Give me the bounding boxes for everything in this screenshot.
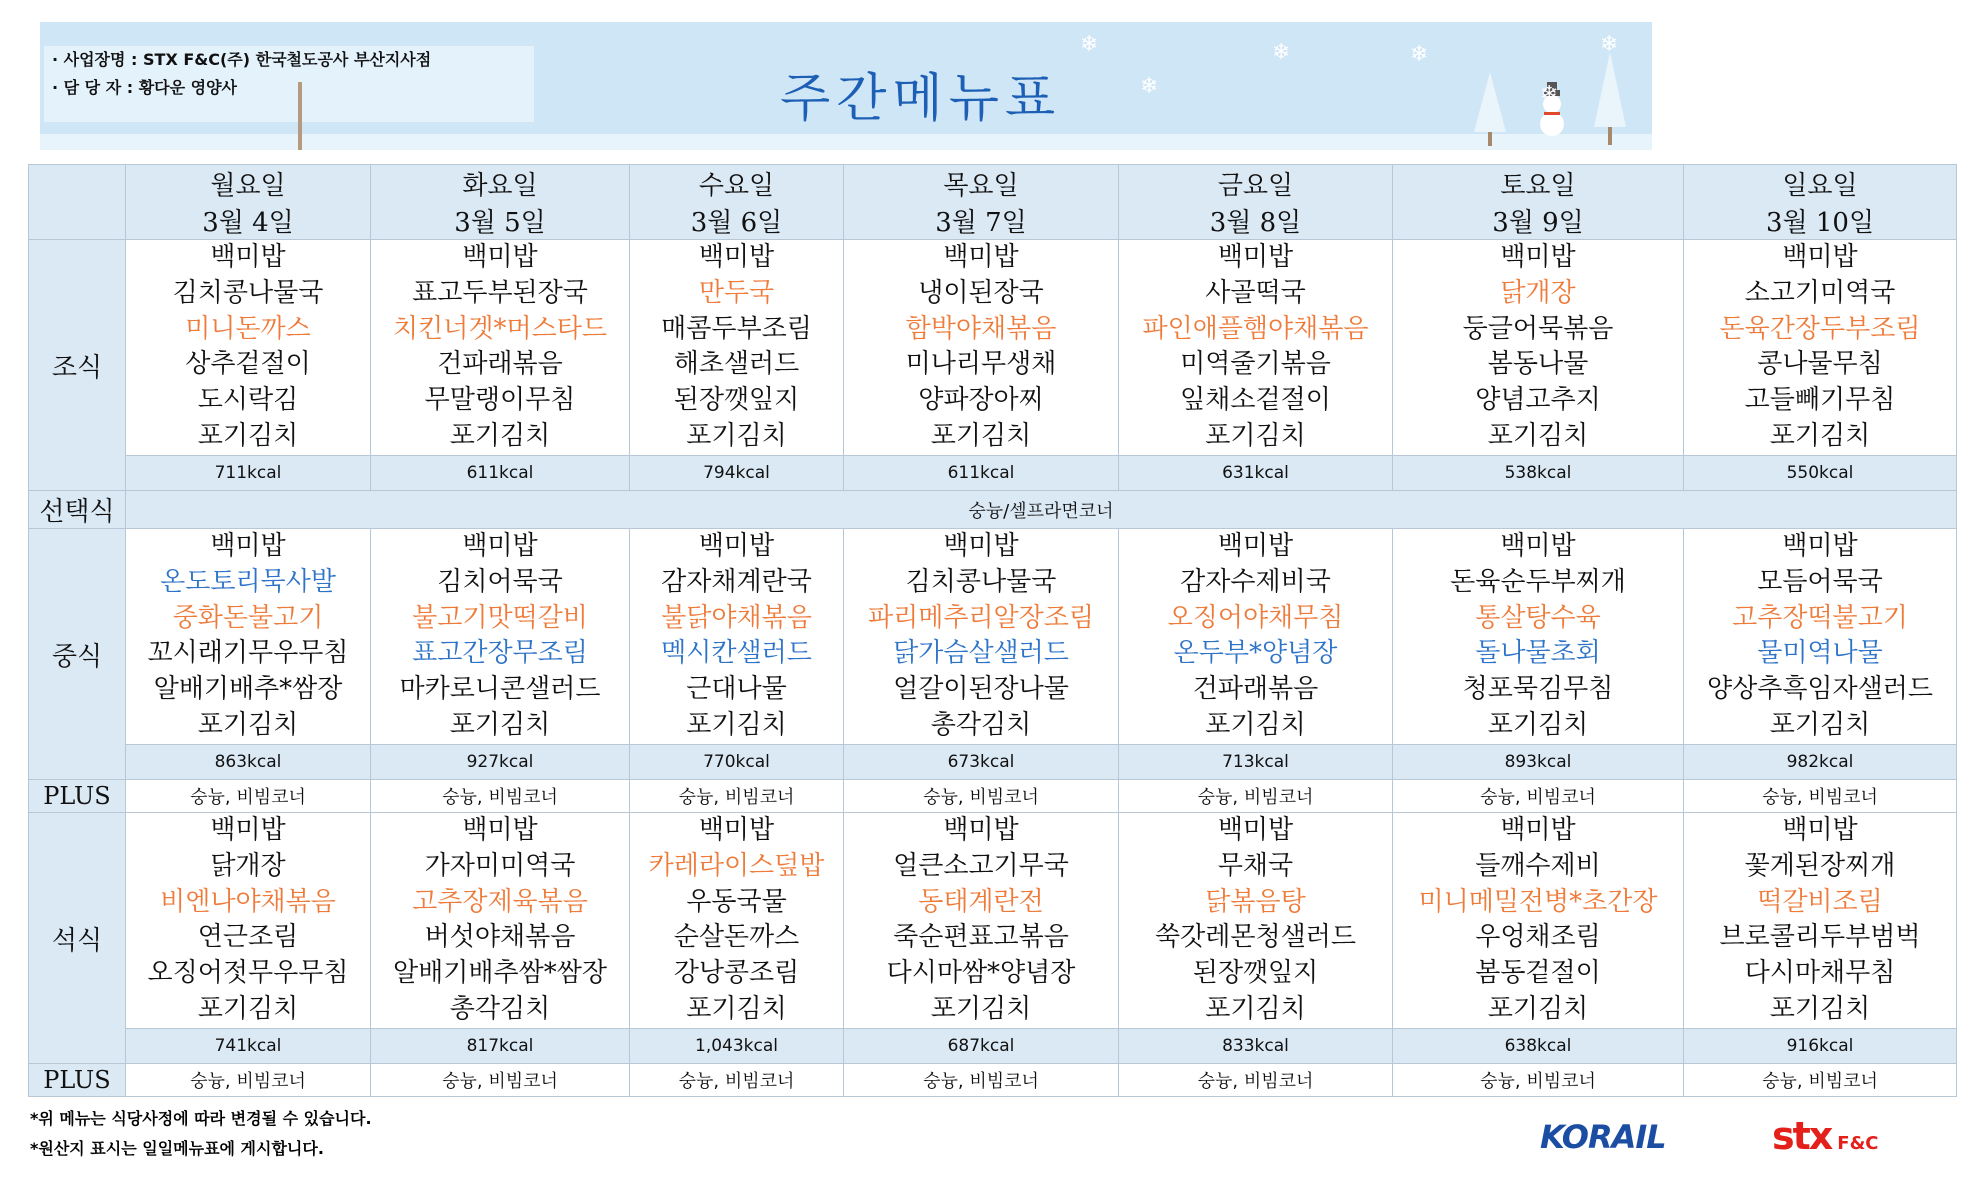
dinner-kcal-row xyxy=(29,1029,1957,1064)
menu-cell xyxy=(630,240,844,456)
menu-item: 고들빼기무침 xyxy=(1744,385,1896,416)
menu-item: 건파래볶음 xyxy=(437,349,563,380)
plus-cell: 숭늉, 비빔코너 xyxy=(1684,1064,1957,1097)
kcal-cell: 863kcal xyxy=(126,745,371,780)
menu-item: 포기김치 xyxy=(1487,420,1589,451)
menu-cell xyxy=(1119,240,1393,456)
menu-item: 파리메추리알장조림 xyxy=(867,602,1095,633)
menu-item: 강낭콩조림 xyxy=(673,958,800,989)
menu-item: 백미밥 xyxy=(462,242,538,272)
menu-item: 포기김치 xyxy=(1769,420,1871,451)
menu-item: 꼬시래기무우무침 xyxy=(147,638,349,669)
stx-logo xyxy=(1772,1114,1879,1158)
menu-item: 동태계란전 xyxy=(918,886,1044,917)
kcal-cell: 794kcal xyxy=(630,456,844,491)
menu-item: 함박야채볶음 xyxy=(905,313,1057,344)
menu-item: 돈육간장두부조림 xyxy=(1719,313,1921,344)
menu-item: 오징어젓무우무침 xyxy=(147,958,349,989)
menu-item: 치킨너겟*머스타드 xyxy=(393,313,607,344)
kcal-cell: 713kcal xyxy=(1119,745,1393,780)
menu-cell xyxy=(1684,813,1957,1029)
menu-cell xyxy=(1119,529,1393,745)
day-header: 금요일 xyxy=(1119,165,1393,203)
workplace-line: · 사업장명 : STX F&C(주) 한국철도공사 부산지사점 xyxy=(52,50,432,69)
menu-item: 얼갈이된장나물 xyxy=(893,674,1069,705)
menu-item: 표고두부된장국 xyxy=(412,277,588,308)
menu-cell xyxy=(1684,529,1957,745)
menu-item: 고추장제육볶음 xyxy=(412,886,588,917)
lunch-plus-row xyxy=(29,780,1957,813)
day-header-row xyxy=(29,165,1957,203)
day-header: 일요일 xyxy=(1684,165,1957,203)
menu-item: 백미밥 xyxy=(698,815,775,845)
menu-item: 양파장아찌 xyxy=(918,385,1044,416)
menu-item: 된장깻잎지 xyxy=(1192,958,1319,989)
menu-item: 통살탕수육 xyxy=(1475,602,1601,633)
kcal-cell: 817kcal xyxy=(371,1029,630,1064)
menu-item: 백미밥 xyxy=(943,242,1019,272)
day-header: 월요일 xyxy=(126,165,371,203)
menu-item: 알배기배추쌈*쌈장 xyxy=(393,958,607,989)
menu-item: 가자미미역국 xyxy=(424,850,576,881)
menu-item: 포기김치 xyxy=(1487,709,1589,740)
menu-item: 된장깻잎지 xyxy=(673,385,800,416)
menu-item: 닭가슴살샐러드 xyxy=(893,638,1069,669)
menu-item: 얼큰소고기무국 xyxy=(893,850,1069,881)
menu-item: 만두국 xyxy=(698,277,775,308)
plus-cell: 숭늉, 비빔코너 xyxy=(126,1064,371,1097)
stx-logo-sub: F&C xyxy=(1837,1133,1879,1154)
date-header: 3월 4일 xyxy=(126,202,371,240)
menu-item: 백미밥 xyxy=(943,815,1019,845)
kcal-cell: 916kcal xyxy=(1684,1029,1957,1064)
menu-item: 콩나물무침 xyxy=(1757,349,1883,380)
menu-item: 백미밥 xyxy=(1500,531,1576,561)
select-note: 숭늉/셀프라면코너 xyxy=(126,491,1957,529)
menu-item: 포기김치 xyxy=(686,993,787,1024)
snowflake-icon: ❄ xyxy=(1140,74,1159,99)
menu-item: 백미밥 xyxy=(1217,242,1294,272)
menu-item: 순살돈까스 xyxy=(673,922,800,953)
lunch-label: 중식 xyxy=(29,529,126,780)
menu-item: 감자수제비국 xyxy=(1180,566,1331,597)
plus-cell: 숭늉, 비빔코너 xyxy=(1119,780,1393,813)
plus-label: PLUS xyxy=(29,780,126,813)
menu-item: 건파래볶음 xyxy=(1192,674,1319,705)
menu-item: 백미밥 xyxy=(943,531,1019,561)
menu-item: 포기김치 xyxy=(1487,993,1589,1024)
menu-item: 중화돈불고기 xyxy=(172,602,324,633)
date-header-row xyxy=(29,202,1957,240)
kcal-cell: 638kcal xyxy=(1393,1029,1684,1064)
kcal-cell: 893kcal xyxy=(1393,745,1684,780)
select-row xyxy=(29,491,1957,529)
menu-item: 백미밥 xyxy=(1500,242,1576,272)
menu-item: 모듬어묵국 xyxy=(1757,566,1883,597)
corner-cell xyxy=(29,165,126,240)
footer-note: *위 메뉴는 식당사정에 따라 변경될 수 있습니다. xyxy=(30,1109,372,1128)
select-label: 선택식 xyxy=(29,491,126,529)
stx-logo-text: stx xyxy=(1772,1114,1832,1158)
date-header: 3월 5일 xyxy=(371,202,630,240)
menu-cell xyxy=(844,813,1119,1029)
menu-item: 파인애플햄야채볶음 xyxy=(1142,313,1369,344)
menu-item: 들깨수제비 xyxy=(1475,850,1601,881)
breakfast-row xyxy=(29,240,1957,456)
menu-item: 백미밥 xyxy=(698,531,775,561)
menu-item: 연근조림 xyxy=(197,922,299,953)
day-header: 목요일 xyxy=(844,165,1119,203)
kcal-cell: 770kcal xyxy=(630,745,844,780)
dinner-plus-row xyxy=(29,1064,1957,1097)
menu-item: 백미밥 xyxy=(1782,242,1858,272)
menu-item: 양상추흑임자샐러드 xyxy=(1706,674,1934,705)
menu-item: 멕시칸샐러드 xyxy=(661,638,812,669)
plus-cell: 숭늉, 비빔코너 xyxy=(371,1064,630,1097)
date-header: 3월 8일 xyxy=(1119,202,1393,240)
menu-cell xyxy=(630,529,844,745)
menu-cell xyxy=(371,240,630,456)
menu-item: 포기김치 xyxy=(1205,420,1306,451)
menu-item: 표고간장무조림 xyxy=(412,638,588,669)
menu-cell xyxy=(126,813,371,1029)
menu-item: 봄동겉절이 xyxy=(1475,958,1601,989)
menu-item: 백미밥 xyxy=(210,242,286,272)
menu-cell xyxy=(844,240,1119,456)
day-header: 수요일 xyxy=(630,165,844,203)
kcal-cell: 1,043kcal xyxy=(630,1029,844,1064)
menu-item: 백미밥 xyxy=(1782,815,1858,845)
menu-item: 포기김치 xyxy=(686,420,787,451)
menu-item: 포기김치 xyxy=(1205,709,1306,740)
kcal-cell: 611kcal xyxy=(844,456,1119,491)
kcal-cell: 611kcal xyxy=(371,456,630,491)
plus-cell: 숭늉, 비빔코너 xyxy=(1393,780,1684,813)
menu-item: 미역줄기볶음 xyxy=(1180,349,1331,380)
menu-item: 김치어묵국 xyxy=(437,566,563,597)
plus-cell: 숭늉, 비빔코너 xyxy=(371,780,630,813)
menu-item: 청포묵김무침 xyxy=(1462,674,1614,705)
menu-item: 돌나물초회 xyxy=(1475,638,1601,669)
menu-item: 김치콩나물국 xyxy=(172,277,324,308)
menu-item: 알배기배추*쌈장 xyxy=(153,674,343,705)
menu-item: 감자채계란국 xyxy=(661,566,812,597)
page-title: 주간메뉴표 xyxy=(780,69,1062,129)
menu-cell xyxy=(1684,240,1957,456)
menu-item: 미나리무생채 xyxy=(905,349,1057,380)
kcal-cell: 687kcal xyxy=(844,1029,1119,1064)
menu-item: 포기김치 xyxy=(1769,709,1871,740)
menu-item: 닭개장 xyxy=(210,850,286,881)
menu-cell xyxy=(1393,240,1684,456)
menu-item: 둥글어묵볶음 xyxy=(1462,313,1614,344)
menu-item: 돈육순두부찌개 xyxy=(1450,566,1626,597)
kcal-cell: 673kcal xyxy=(844,745,1119,780)
menu-item: 물미역나물 xyxy=(1757,638,1883,669)
menu-item: 백미밥 xyxy=(462,531,538,561)
menu-item: 근대나물 xyxy=(686,674,787,705)
plus-cell: 숭늉, 비빔코너 xyxy=(1684,780,1957,813)
menu-cell xyxy=(371,529,630,745)
menu-cell xyxy=(371,813,630,1029)
menu-item: 포기김치 xyxy=(1769,993,1871,1024)
menu-cell xyxy=(630,813,844,1029)
menu-item: 버섯야채볶음 xyxy=(424,922,576,953)
menu-item: 우동국물 xyxy=(686,886,787,917)
menu-cell xyxy=(1119,813,1393,1029)
menu-item: 고추장떡불고기 xyxy=(1732,602,1908,633)
menu-item: 마카로니콘샐러드 xyxy=(399,674,601,705)
day-header: 토요일 xyxy=(1393,165,1684,203)
menu-item: 쑥갓레몬청샐러드 xyxy=(1155,922,1356,953)
menu-item: 미니메밀전병*초간장 xyxy=(1418,886,1658,917)
header-banner xyxy=(40,22,1652,150)
plus-label: PLUS xyxy=(29,1064,126,1097)
menu-item: 상추겉절이 xyxy=(185,349,311,380)
menu-item: 백미밥 xyxy=(1500,815,1576,845)
menu-item: 무채국 xyxy=(1217,850,1294,881)
menu-item: 브로콜리두부범벅 xyxy=(1719,922,1921,953)
dinner-row xyxy=(29,813,1957,1029)
snowflake-icon: ❄ xyxy=(1410,42,1429,67)
menu-cell xyxy=(1393,529,1684,745)
footer-note: *원산지 표시는 일일메뉴표에 게시합니다. xyxy=(30,1139,324,1158)
menu-item: 총각김치 xyxy=(449,993,551,1024)
menu-item: 사골떡국 xyxy=(1205,277,1306,308)
breakfast-kcal-row xyxy=(29,456,1957,491)
snowflake-icon: ❄ xyxy=(1600,32,1619,57)
menu-item: 포기김치 xyxy=(197,993,299,1024)
date-header: 3월 9일 xyxy=(1393,202,1684,240)
menu-item: 포기김치 xyxy=(449,420,551,451)
menu-cell xyxy=(1393,813,1684,1029)
menu-item: 포기김치 xyxy=(449,709,551,740)
menu-item: 포기김치 xyxy=(197,709,299,740)
snowflake-icon: ❄ xyxy=(1540,82,1559,107)
lunch-kcal-row xyxy=(29,745,1957,780)
breakfast-label: 조식 xyxy=(29,240,126,491)
menu-item: 닭볶음탕 xyxy=(1205,886,1306,917)
plus-cell: 숭늉, 비빔코너 xyxy=(1393,1064,1684,1097)
kcal-cell: 741kcal xyxy=(126,1029,371,1064)
menu-item: 소고기미역국 xyxy=(1744,277,1896,308)
date-header: 3월 7일 xyxy=(844,202,1119,240)
plus-cell: 숭늉, 비빔코너 xyxy=(844,780,1119,813)
menu-item: 포기김치 xyxy=(686,709,787,740)
menu-item: 포기김치 xyxy=(930,993,1032,1024)
plus-cell: 숭늉, 비빔코너 xyxy=(844,1064,1119,1097)
kcal-cell: 833kcal xyxy=(1119,1029,1393,1064)
lunch-row xyxy=(29,529,1957,745)
snowflake-icon: ❄ xyxy=(1272,40,1291,65)
menu-item: 불닭야채볶음 xyxy=(661,602,812,633)
day-header: 화요일 xyxy=(371,165,630,203)
menu-item: 포기김치 xyxy=(1205,993,1306,1024)
menu-item: 백미밥 xyxy=(1217,815,1294,845)
korail-logo: KORAIL xyxy=(1540,1118,1666,1156)
menu-cell xyxy=(844,529,1119,745)
tree-illustration xyxy=(280,72,320,150)
menu-item: 온두부*양념장 xyxy=(1173,638,1338,669)
date-header: 3월 10일 xyxy=(1684,202,1957,240)
kcal-cell: 631kcal xyxy=(1119,456,1393,491)
kcal-cell: 550kcal xyxy=(1684,456,1957,491)
menu-item: 다시마채무침 xyxy=(1744,958,1896,989)
menu-item: 미니돈까스 xyxy=(185,313,311,344)
menu-cell xyxy=(126,240,371,456)
menu-item: 죽순편표고볶음 xyxy=(893,922,1069,953)
kcal-cell: 538kcal xyxy=(1393,456,1684,491)
menu-item: 양념고추지 xyxy=(1475,385,1601,416)
menu-item: 닭개장 xyxy=(1500,277,1576,308)
menu-item: 해초샐러드 xyxy=(673,349,800,380)
menu-item: 도시락김 xyxy=(197,385,299,416)
menu-item: 떡갈비조림 xyxy=(1757,886,1883,917)
plus-cell: 숭늉, 비빔코너 xyxy=(630,780,844,813)
menu-item: 온도토리묵사발 xyxy=(160,566,336,597)
menu-item: 백미밥 xyxy=(210,815,286,845)
menu-item: 우엉채조림 xyxy=(1475,922,1601,953)
kcal-cell: 711kcal xyxy=(126,456,371,491)
menu-cell xyxy=(126,529,371,745)
menu-item: 백미밥 xyxy=(1782,531,1858,561)
kcal-cell: 982kcal xyxy=(1684,745,1957,780)
menu-item: 백미밥 xyxy=(698,242,775,272)
plus-cell: 숭늉, 비빔코너 xyxy=(126,780,371,813)
menu-item: 카레라이스덮밥 xyxy=(648,850,825,881)
menu-item: 냉이된장국 xyxy=(918,277,1044,308)
menu-item: 백미밥 xyxy=(210,531,286,561)
menu-item: 봄동나물 xyxy=(1487,349,1589,380)
menu-item: 김치콩나물국 xyxy=(905,566,1057,597)
menu-item: 다시마쌈*양념장 xyxy=(886,958,1076,989)
menu-item: 불고기맛떡갈비 xyxy=(412,602,588,633)
menu-item: 잎채소겉절이 xyxy=(1180,385,1331,416)
plus-cell: 숭늉, 비빔코너 xyxy=(1119,1064,1393,1097)
snowflake-icon: ❄ xyxy=(1080,32,1099,57)
menu-item: 매콤두부조림 xyxy=(661,313,812,344)
menu-item: 비엔나야채볶음 xyxy=(160,886,336,917)
menu-item: 총각김치 xyxy=(930,709,1032,740)
weekly-menu-table xyxy=(28,164,1957,1097)
plus-cell: 숭늉, 비빔코너 xyxy=(630,1064,844,1097)
manager-line: · 담 당 자 : 황다운 영양사 xyxy=(52,78,238,97)
menu-item: 꽃게된장찌개 xyxy=(1744,850,1896,881)
footer-notes xyxy=(30,1104,372,1164)
menu-item: 오징어야채무침 xyxy=(1167,602,1344,633)
date-header: 3월 6일 xyxy=(630,202,844,240)
kcal-cell: 927kcal xyxy=(371,745,630,780)
menu-item: 무말랭이무침 xyxy=(424,385,576,416)
menu-item: 포기김치 xyxy=(930,420,1032,451)
menu-item: 백미밥 xyxy=(462,815,538,845)
menu-item: 백미밥 xyxy=(1217,531,1294,561)
dinner-label: 석식 xyxy=(29,813,126,1064)
menu-item: 포기김치 xyxy=(197,420,299,451)
